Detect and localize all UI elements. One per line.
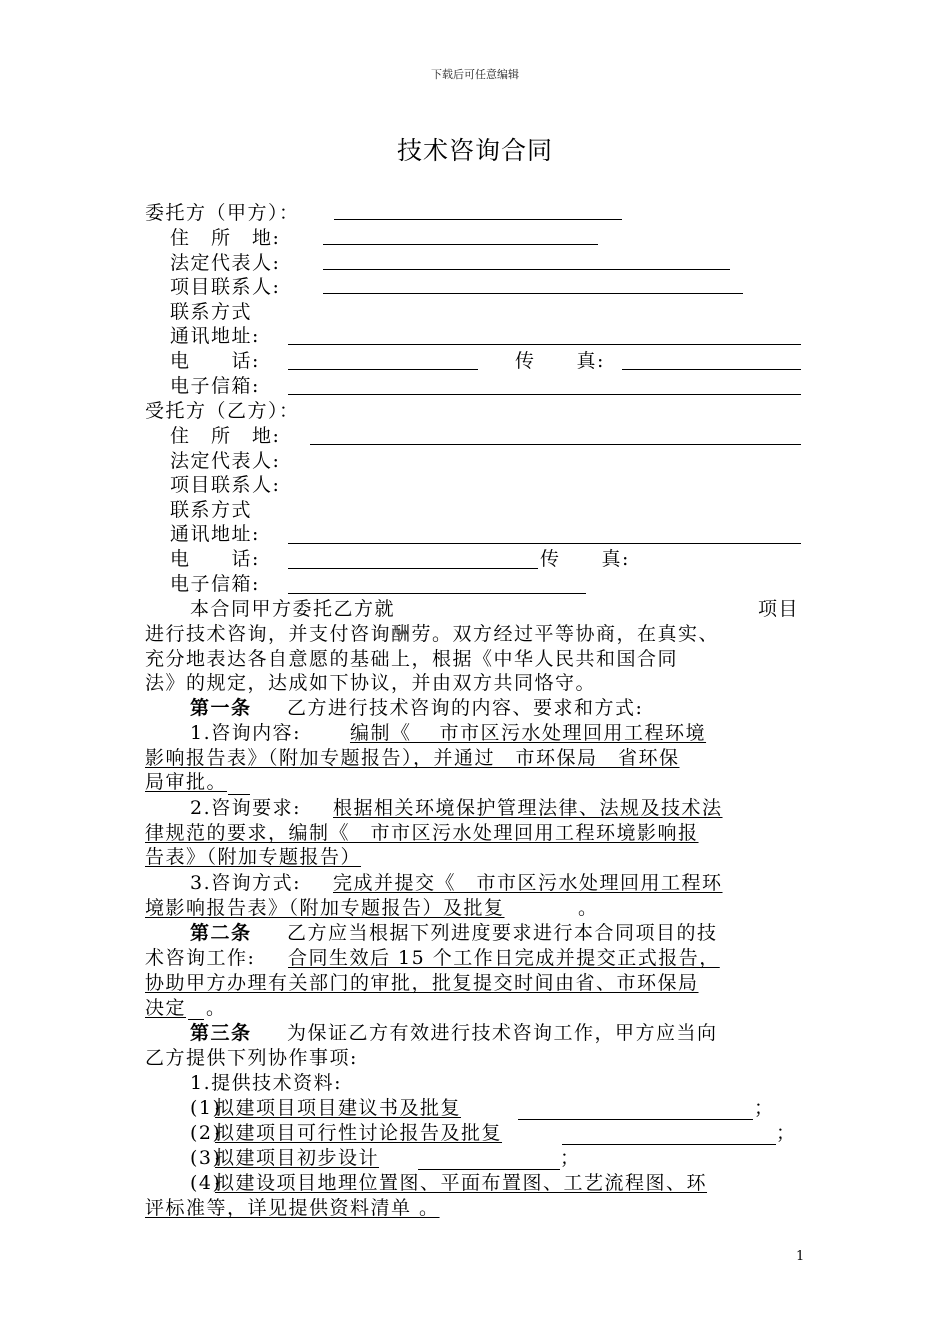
party-a-name-blank <box>334 219 622 220</box>
item-4-text-cont: 评标准等，详见提供资料清单 。 <box>145 1197 440 1219</box>
party-b-legal-rep-label: 法定代表人: <box>170 450 281 472</box>
intro-line-2: 进行技术咨询，并支付咨询酬劳。双方经过平等协商，在真实、 <box>145 623 720 645</box>
party-b-address-blank <box>310 444 801 445</box>
page-number: 1 <box>796 1249 805 1264</box>
intro-line-1-project: 项目 <box>758 598 800 620</box>
item-3-blank <box>418 1169 560 1170</box>
party-a-fax-label: 传 真: <box>515 350 605 372</box>
contract-title: 技术咨询合同 <box>396 136 553 165</box>
party-b-address-label: 住 所 地: <box>170 425 281 447</box>
item-3-text: 拟建项目初步设计 <box>215 1147 380 1169</box>
article-2-line-2: 合同生效后 15 个工作日完成并提交正式报告， <box>288 947 720 969</box>
article-2-line-4: 决定 <box>145 997 187 1019</box>
intro-line-1: 本合同甲方委托乙方就 <box>190 598 396 620</box>
party-a-mail-address-label: 通讯地址: <box>170 325 260 347</box>
consult-method-line-1: 完成并提交《 市市区污水处理回用工程环 <box>333 872 723 894</box>
consult-requirement-label: 2.咨询要求: <box>190 797 302 819</box>
party-a-mail-address-blank <box>288 344 801 345</box>
article-2-tail-blank <box>188 1019 204 1020</box>
party-a-contact-person-label: 项目联系人: <box>170 276 281 298</box>
consult-content-line-1: 编制《 市市区污水处理回用工程环境 <box>350 722 707 744</box>
article-1-label: 第一条 <box>190 697 252 719</box>
item-1-blank <box>518 1119 753 1120</box>
intro-line-4: 法》的规定，达成如下协议，并由双方共同恪守。 <box>145 672 597 694</box>
article-1-title: 乙方进行技术咨询的内容、要求和方式: <box>287 697 644 719</box>
article-3-line-3: 1.提供技术资料: <box>190 1072 343 1094</box>
party-b-phone-label: 电 话: <box>170 548 260 570</box>
party-a-address-blank <box>323 244 598 245</box>
consult-content-tail-blank <box>228 794 250 795</box>
party-a-phone-blank <box>288 369 478 370</box>
article-2-line-1: 乙方应当根据下列进度要求进行本合同项目的技 <box>287 922 718 944</box>
article-2-line-4-end: 。 <box>206 997 227 1019</box>
party-b-email-label: 电子信箱: <box>170 573 260 595</box>
article-2-line-3: 协助甲方办理有关部门的审批，批复提交时间由省、市环保局 <box>145 972 699 994</box>
item-3-number: (3) <box>190 1147 222 1169</box>
item-1-number: (1) <box>190 1097 222 1119</box>
consult-method-label: 3.咨询方式: <box>190 872 302 894</box>
consult-method-line-2: 境影响报告表》（附加专题报告）及批复 <box>145 897 505 919</box>
party-a-legal-rep-blank <box>323 269 730 270</box>
item-1-end: ； <box>754 1097 775 1119</box>
party-a-address-label: 住 所 地: <box>170 227 281 249</box>
item-2-blank <box>562 1144 776 1145</box>
consult-content-line-2: 影响报告表》（附加专题报告），并通过 市环保局 省环保 <box>145 747 680 769</box>
item-2-end: ； <box>776 1122 797 1144</box>
intro-line-3: 充分地表达各自意愿的基础上，根据《中华人民共和国合同 <box>145 648 679 670</box>
article-3-line-2: 乙方提供下列协作事项: <box>145 1047 358 1069</box>
party-a-heading: 委托方（甲方）： <box>145 202 300 224</box>
party-a-email-label: 电子信箱: <box>170 375 260 397</box>
item-4-text: 拟建设项目地理位置图、平面布置图、工艺流程图、环 <box>215 1172 708 1194</box>
party-b-contact-person-label: 项目联系人: <box>170 474 281 496</box>
party-a-phone-label: 电 话: <box>170 350 260 372</box>
consult-requirement-line-1: 根据相关环境保护管理法律、法规及技术法 <box>333 797 723 819</box>
party-b-mail-address-label: 通讯地址: <box>170 523 260 545</box>
item-1-text: 拟建项目项目建议书及批复 <box>215 1097 462 1119</box>
article-3-line-1: 为保证乙方有效进行技术咨询工作，甲方应当向 <box>287 1022 718 1044</box>
article-3-label: 第三条 <box>190 1022 252 1044</box>
consult-requirement-line-3: 告表》（附加专题报告） <box>145 846 362 868</box>
consult-content-label: 1.咨询内容: <box>190 722 302 744</box>
party-b-heading: 受托方（乙方）： <box>145 400 300 422</box>
party-a-fax-blank <box>622 369 801 370</box>
page-header-note: 下载后可任意编辑 <box>431 68 519 81</box>
item-4-number: (4) <box>190 1172 222 1194</box>
item-3-end: ； <box>560 1147 581 1169</box>
article-2-label: 第二条 <box>190 922 252 944</box>
party-b-mail-address-blank <box>288 543 801 544</box>
item-2-text: 拟建项目可行性讨论报告及批复 <box>215 1122 503 1144</box>
party-b-contact-method-label: 联系方式 <box>170 499 253 521</box>
party-b-phone-blank <box>288 568 538 569</box>
party-b-email-blank <box>288 593 586 594</box>
party-a-email-blank <box>288 394 801 395</box>
party-a-contact-method-label: 联系方式 <box>170 301 253 323</box>
consult-content-line-3: 局审批。 <box>145 771 228 793</box>
item-2-number: (2) <box>190 1122 222 1144</box>
party-b-fax-label: 传 真: <box>540 548 630 570</box>
party-a-legal-rep-label: 法定代表人: <box>170 252 281 274</box>
party-a-contact-person-blank <box>323 293 743 294</box>
article-2-line-2-label: 术咨询工作: <box>145 947 256 969</box>
consult-requirement-line-2: 律规范的要求，编制《 市市区污水处理回用工程环境影响报 <box>145 822 699 844</box>
consult-method-end: 。 <box>578 897 599 919</box>
